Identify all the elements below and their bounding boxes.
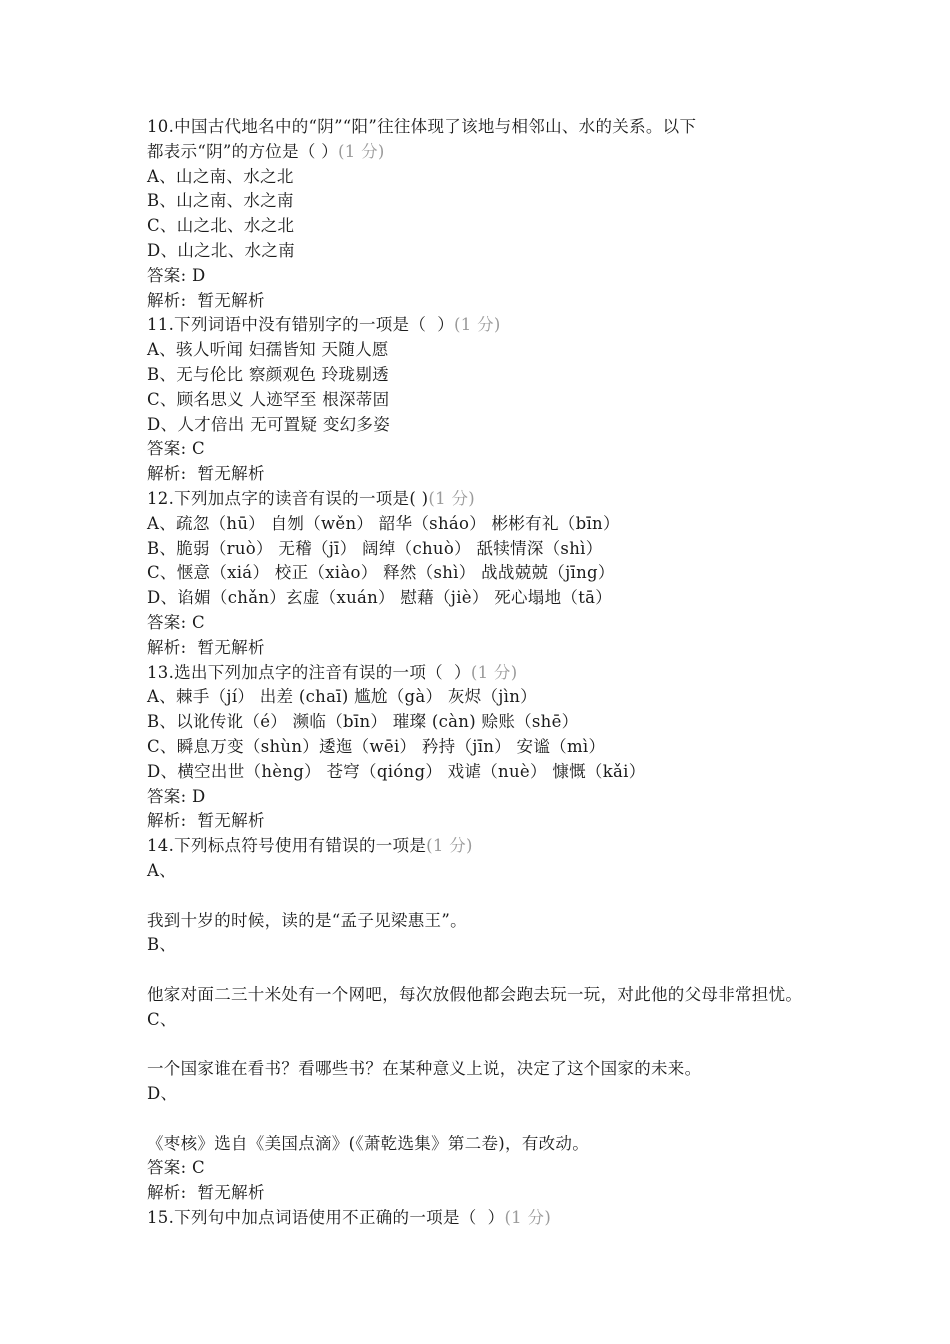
question-stem: 13.选出下列加点字的注音有误的一项（ ）	[147, 662, 471, 682]
option-c: C、瞬息万变（shùn）逶迤（wēi） 矜持（jīn） 安谧（mì）	[147, 736, 606, 756]
score-label: (1 分)	[338, 141, 385, 161]
question-14	[147, 834, 827, 1206]
answer: 答案: C	[147, 1158, 205, 1178]
option-b-label: B、	[147, 935, 177, 955]
score-label: (1 分)	[504, 1208, 552, 1228]
option-c-label: C、	[147, 1009, 177, 1029]
option-d-text: 《枣核》选自《美国点滴》(《萧乾选集》第二卷)，有改动。	[147, 1133, 590, 1153]
question-11	[147, 313, 827, 487]
score-label: (1 分)	[454, 315, 501, 335]
answer: 答案: C	[147, 439, 205, 459]
question-stem: 都表示“阴”的方位是（ ）	[147, 141, 339, 161]
option-b: B、山之南、水之南	[147, 191, 294, 211]
option-d: D、人才倍出 无可置疑 变幻多姿	[147, 414, 391, 434]
analysis: 解析: 暂无解析	[147, 811, 265, 831]
question-stem: 15.下列句中加点词语使用不正确的一项是（ ）	[147, 1208, 505, 1228]
score-label: (1 分)	[428, 488, 475, 508]
option-b-text: 他家对面二三十米处有一个网吧，每次放假他都会跑去玩一玩，对此他的父母非常担忧。	[147, 984, 803, 1004]
option-a: A、棘手（jí） 出差 (chaī) 尴尬（gà） 灰烬（jìn）	[147, 687, 537, 707]
option-a: A、骇人听闻 妇孺皆知 天随人愿	[147, 340, 389, 360]
score-label: (1 分)	[470, 662, 518, 682]
option-b: B、以讹传讹（é） 濒临（bīn） 璀璨 (càn) 赊账（shē）	[147, 712, 579, 732]
option-d-label: D、	[147, 1084, 178, 1104]
answer: 答案: D	[147, 786, 206, 806]
question-12	[147, 487, 827, 661]
option-a: A、疏忽（hū） 自刎（wěn） 韶华（sháo） 彬彬有礼（bīn）	[147, 513, 620, 533]
question-list	[147, 115, 827, 1231]
question-stem: 12.下列加点字的读音有误的一项是( )	[147, 488, 429, 508]
analysis: 解析: 暂无解析	[147, 464, 265, 484]
analysis: 解析: 暂无解析	[147, 637, 265, 657]
option-a: A、山之南、水之北	[147, 166, 294, 186]
analysis: 解析: 暂无解析	[147, 1183, 265, 1203]
option-b: B、脆弱（ruò） 无稽（jī） 阔绰（chuò） 舐犊情深（shì）	[147, 538, 603, 558]
question-stem: 11.下列词语中没有错别字的一项是（ ）	[147, 315, 455, 335]
option-c-text: 一个国家谁在看书？看哪些书？在某种意义上说，决定了这个国家的未来。	[147, 1059, 702, 1079]
option-d: D、山之北、水之南	[147, 240, 295, 260]
option-c: C、顾名思义 人迹罕至 根深蒂固	[147, 389, 390, 409]
option-a-label: A、	[147, 860, 177, 880]
option-d: D、谄媚（chǎn）玄虚（xuán） 慰藉（jiè） 死心塌地（tā）	[147, 588, 613, 608]
option-c: C、惬意（xiá） 校正（xiào） 释然（shì） 战战兢兢（jīng）	[147, 563, 615, 583]
question-15	[147, 1206, 827, 1231]
option-a-text: 我到十岁的时候，读的是“孟子见梁惠王”。	[147, 910, 467, 930]
answer: 答案: D	[147, 265, 206, 285]
score-label: (1 分)	[426, 836, 473, 856]
question-10	[147, 115, 827, 313]
option-c: C、山之北、水之北	[147, 216, 295, 236]
question-stem: 14.下列标点符号使用有错误的一项是	[147, 836, 427, 856]
analysis: 解析: 暂无解析	[147, 290, 265, 310]
answer: 答案: C	[147, 612, 205, 632]
option-d: D、横空出世（hèng） 苍穹（qióng） 戏谑（nuè） 慷慨（kǎi）	[147, 761, 646, 781]
question-13	[147, 661, 827, 835]
option-b: B、无与伦比 察颜观色 玲珑剔透	[147, 364, 389, 384]
question-stem: 10.中国古代地名中的“阴”“阳”往往体现了该地与相邻山、水的关系。以下	[147, 117, 697, 136]
